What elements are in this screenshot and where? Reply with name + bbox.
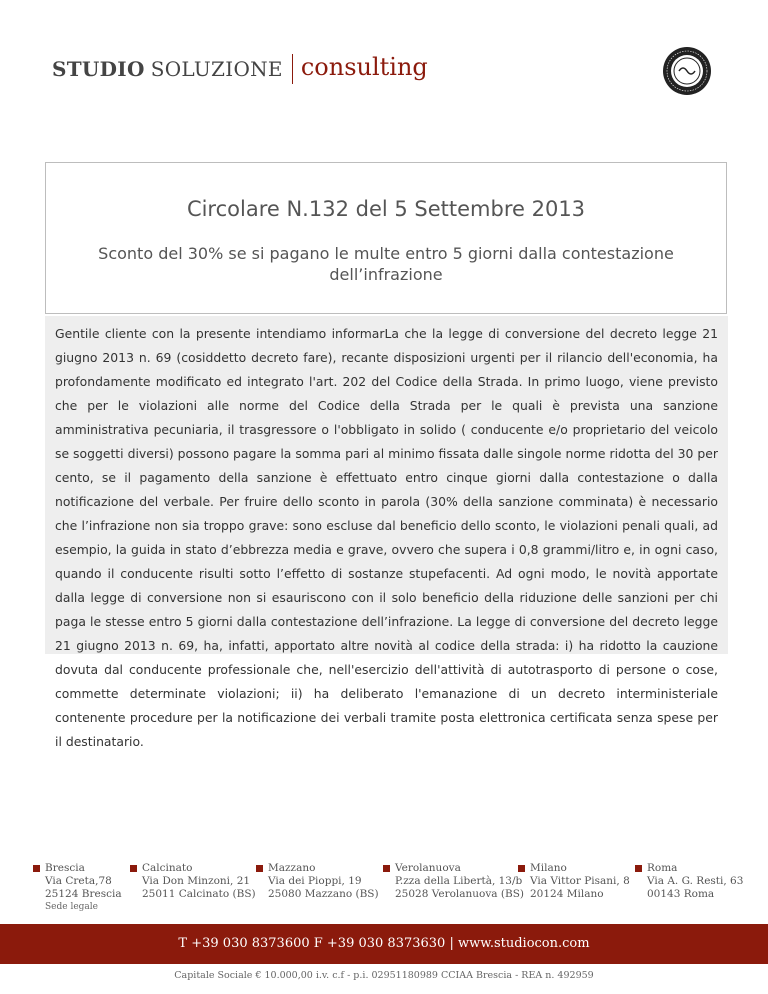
office-street: P.zza della Libertà, 13/b	[395, 875, 523, 887]
office-street: Via Vittor Pisani, 8	[530, 875, 630, 887]
office-city: Verolanuova	[395, 862, 461, 874]
office-city: Mazzano	[268, 862, 316, 874]
office-calcinato	[130, 862, 256, 901]
office-city: Roma	[647, 862, 678, 874]
office-postal: 25028 Verolanuova (BS)	[395, 888, 525, 900]
office-brescia	[33, 862, 122, 914]
bullet-square-icon	[33, 865, 40, 872]
company-logo	[52, 54, 428, 84]
office-street: Via Creta,78	[45, 875, 112, 887]
bullet-square-icon	[383, 865, 390, 872]
office-milano	[518, 862, 630, 901]
office-list	[0, 862, 768, 918]
footer-contact-bar: T +39 030 8373600 F +39 030 8373630 | www.studiocon.com	[0, 924, 768, 964]
office-verolanuova	[383, 862, 524, 901]
circular-header-box	[45, 162, 727, 314]
office-city: Brescia	[45, 862, 85, 874]
bullet-square-icon	[518, 865, 525, 872]
office-postal: 25080 Mazzano (BS)	[268, 888, 379, 900]
circular-title: Circolare N.132 del 5 Settembre 2013	[186, 197, 586, 221]
office-mazzano	[256, 862, 379, 901]
office-city: Calcinato	[142, 862, 193, 874]
office-city: Milano	[530, 862, 567, 874]
office-roma	[635, 862, 743, 901]
circular-subtitle: Sconto del 30% se si pagano le multe entro 5 giorni dalla contestazione dell’infrazione	[98, 244, 674, 284]
office-postal: 25124 Brescia	[45, 888, 122, 900]
logo-brand-regular: SOLUZIONE	[150, 57, 283, 81]
company-seal-icon	[662, 46, 712, 96]
bullet-square-icon	[256, 865, 263, 872]
office-street: Via A. G. Resti, 63	[647, 875, 744, 887]
office-postal: 00143 Roma	[647, 888, 715, 900]
footer-legal-info: Capitale Sociale € 10.000,00 i.v. c.f - p.i. 02951180989 CCIAA Brescia - REA n. 492959	[174, 970, 594, 981]
circular-body: Gentile cliente con la presente intendiamo informarLa che la legge di conversione del decreto legge 21 giugno 2013 n. 69 (cosiddetto decreto fare), recante disposizioni urgenti per il rilancio dell'economia, ha profondamente modificato ed integrato l'art. 202 del Codice della Strada. In primo luogo, viene previsto che per le violazioni alle norme del Codice della Strada per le quali è prevista una sanzione amministrativa pecuniaria, il trasgressore o l'obbligato in solido ( conducente e/o proprietario del veicolo se soggetti diversi) possono pagare la somma pari al minimo fissata dalle singole norme ridotta del 30 per cento, se il pagamento della sanzione è effettuato entro cinque giorni dalla contestazione o dalla notificazione del verbale. Per fruire dello sconto in parola (30% della sanzione comminata) è necessario che l’infrazione non sia troppo grave: sono escluse dal beneficio dello sconto, le violazioni penali quali, ad esempio, la guida in stato d’ebbrezza media e grave, ovvero che supera i 0,8 grammi/litro e, in ogni caso, quando il conducente risulti sotto l’effetto di sostanze stupefacenti. Ad ogni modo, le novità apportate dalla legge di conversione non si esauriscono con il solo beneficio della riduzione delle sanzioni per chi paga le stesse entro 5 giorni dalla contestazione dell’infrazione. La legge di conversione del decreto legge 21 giugno 2013 n. 69, ha, infatti, apportato altre novità al codice della strada: i) ha ridotto la cauzione dovuta dal conducente professionale che, nell'esercizio dell'attività di autotrasporto di persone o cose, commette determinate violazioni; ii) ha deliberato l'emanazione di un decreto interministeriale contenente procedure per la notificazione dei verbali tramite posta elettronica certificata senza spese per il destinatario.	[45, 316, 728, 654]
office-note: Sede legale	[45, 902, 98, 912]
office-postal: 25011 Calcinato (BS)	[142, 888, 256, 900]
bullet-square-icon	[130, 865, 137, 872]
logo-brand-accent: consulting	[300, 53, 428, 81]
office-street: Via dei Pioppi, 19	[268, 875, 362, 887]
office-postal: 20124 Milano	[530, 888, 604, 900]
logo-brand-bold: STUDIO	[52, 57, 145, 81]
office-street: Via Don Minzoni, 21	[142, 875, 251, 887]
logo-divider	[292, 54, 293, 84]
bullet-square-icon	[635, 865, 642, 872]
